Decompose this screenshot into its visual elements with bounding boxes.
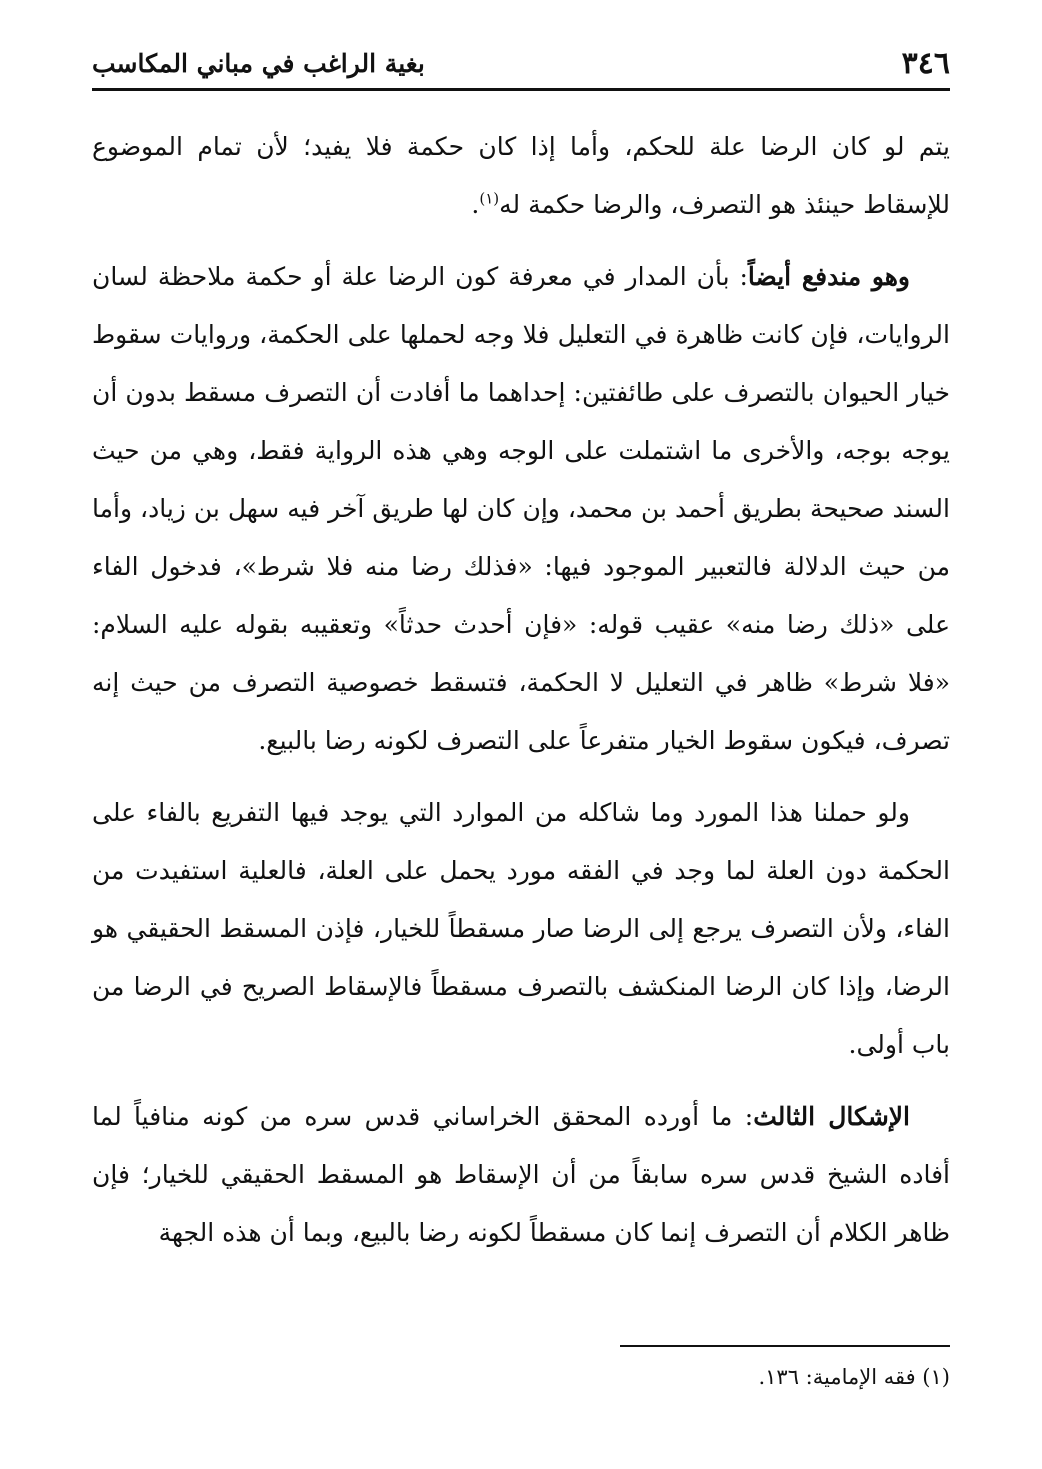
- paragraph-1-end: .: [471, 190, 480, 219]
- footnote-divider: [620, 1345, 950, 1347]
- page-header: [92, 38, 950, 91]
- paragraph-3: [92, 784, 950, 1074]
- paragraph-1-text: يتم لو كان الرضا علة للحكم، وأما إذا كان حكمة فلا يفيد؛ لأن تمام الموضوع للإسقاط حينئذ هو التصرف، والرضا حكمة له: [92, 132, 950, 219]
- paragraph-4-text: : ما أورده المحقق الخراساني قدس سره من كونه منافياً لما أفاده الشيخ قدس سره سابقاً من أن الإسقاط هو المسقط الحقيقي للخيار؛ فإن ظاهر الكلام أن التصرف إنما كان مسقطاً لكونه رضا بالبيع، وبما أن هذه الجهة: [92, 1102, 950, 1247]
- footnote: (١) فقه الإمامية: ١٣٦.: [758, 1365, 950, 1389]
- paragraph-4-lead: الإشكال الثالث: [753, 1102, 910, 1131]
- page-number: ٣٤٦: [901, 45, 950, 81]
- main-text: [92, 118, 950, 1276]
- running-title: بغية الراغب في مباني المكاسب: [92, 48, 425, 78]
- footnote-reference: (١): [479, 189, 500, 208]
- paragraph-3-text: ولو حملنا هذا المورد وما شاكله من الموارد التي يوجد فيها التفريع بالفاء على الحكمة دون العلة لما وجد في الفقه مورد يحمل على العلة، فالعلية استفيدت من الفاء، ولأن التصرف يرجع إلى الرضا صار مسقطاً للخيار، فإذن المسقط الحقيقي هو الرضا، وإذا كان الرضا المنكشف بالتصرف مسقطاً فالإسقاط الصريح في الرضا من باب أولى.: [92, 798, 950, 1059]
- paragraph-4: [92, 1088, 950, 1262]
- paragraph-2: [92, 248, 950, 770]
- paragraph-2-lead: وهو مندفع أيضاً: [747, 262, 911, 291]
- paragraph-1: [92, 118, 950, 234]
- paragraph-2-text: : بأن المدار في معرفة كون الرضا علة أو حكمة ملاحظة لسان الروايات، فإن كانت ظاهرة في التعليل فلا وجه لحملها على الحكمة، وروايات سقوط خيار الحيوان بالتصرف على طائفتين: إحداهما ما أفادت أن التصرف مسقط بدون أن يوجه بوجه، والأخرى ما اشتملت على الوجه وهي هذه الرواية فقط، وهي من حيث السند صحيحة بطريق أحمد بن محمد، وإن كان لها طريق آخر فيه سهل بن زياد، وأما من حيث الدلالة فالتعبير الموجود فيها: «فذلك رضا منه فلا شرط»، فدخول الفاء على «ذلك رضا منه» عقيب قوله: «فإن أحدث حدثاً» وتعقيبه بقوله عليه السلام: «فلا شرط» ظاهر في التعليل لا الحكمة، فتسقط خصوصية التصرف من حيث إنه تصرف، فيكون سقوط الخيار متفرعاً على التصرف لكونه رضا بالبيع.: [92, 262, 950, 755]
